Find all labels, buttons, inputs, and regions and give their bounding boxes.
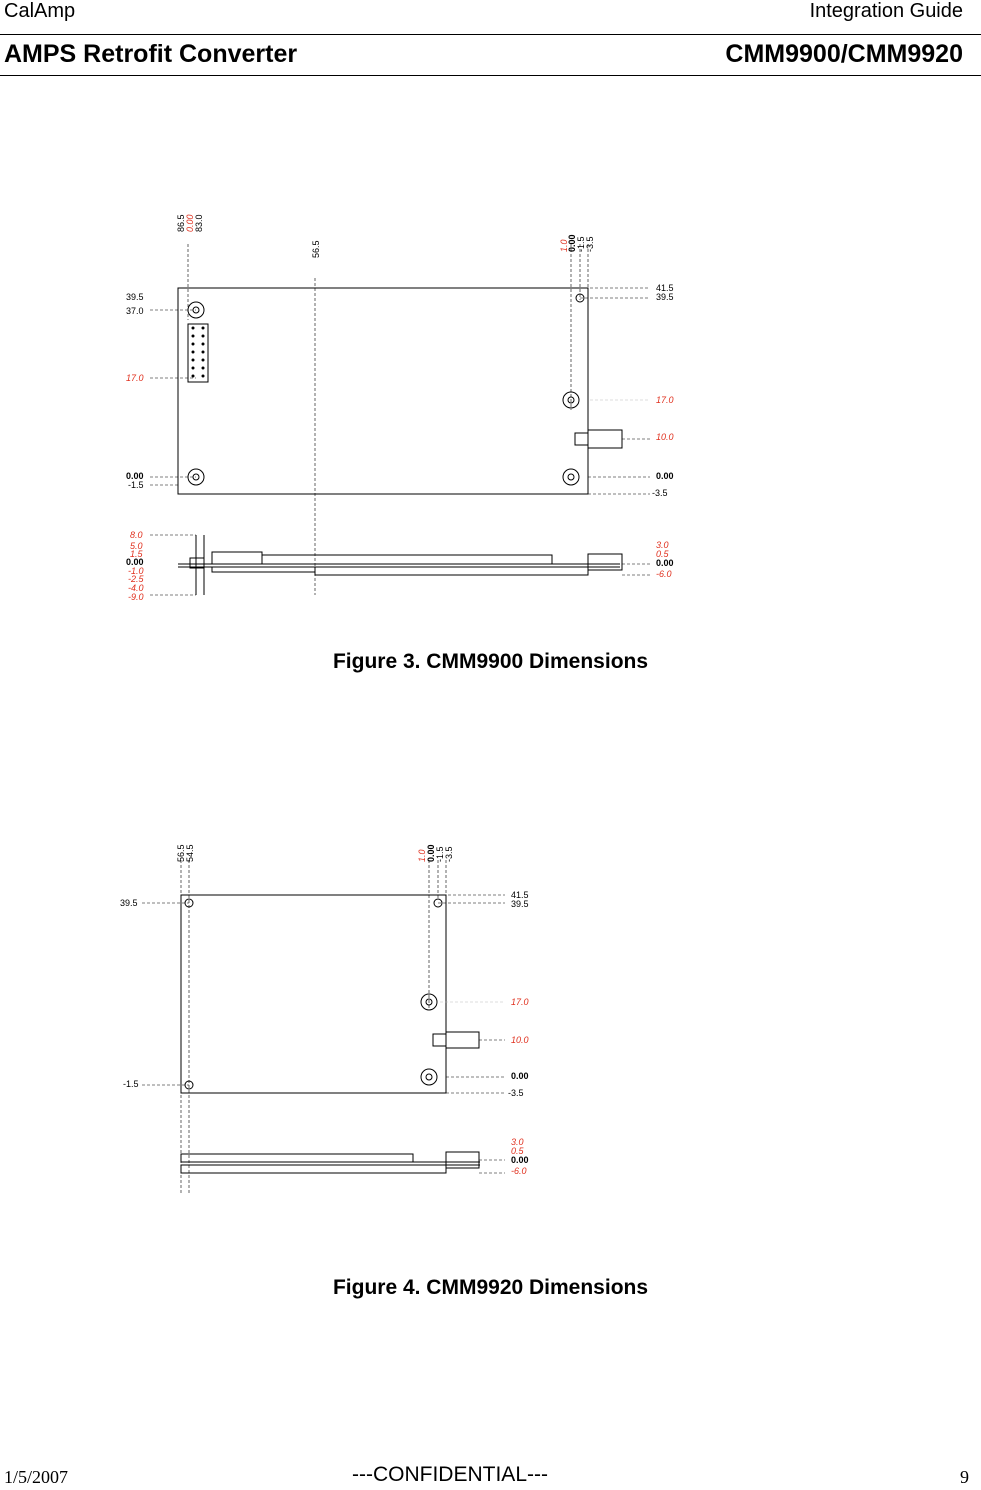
dim-label: 0.5 xyxy=(511,1146,524,1156)
dim-label: 0.5 xyxy=(656,549,669,559)
dim-label: -6.0 xyxy=(656,569,672,579)
dim-label: 1.5 xyxy=(130,549,143,559)
dim-label: 17.0 xyxy=(511,997,529,1007)
dim-label: 56.5 xyxy=(311,240,321,258)
dim-label: -3.5 xyxy=(652,488,668,498)
figure-3-caption: Figure 3. CMM9900 Dimensions xyxy=(332,650,649,673)
page-number: 9 xyxy=(960,1467,969,1487)
dim-label: 3.0 xyxy=(511,1137,524,1147)
dim-label: 41.5 xyxy=(511,890,529,900)
dim-label: -6.0 xyxy=(511,1166,527,1176)
dim-label: -3.5 xyxy=(444,846,454,862)
dim-label: 1.0 xyxy=(417,849,427,862)
dim-label: 86.5 xyxy=(176,214,186,232)
dim-label: 3.0 xyxy=(656,540,669,550)
dim-label: -1.5 xyxy=(576,236,586,252)
footer-date: 1/5/2007 xyxy=(4,1467,69,1487)
dim-label: 8.0 xyxy=(130,530,143,540)
dim-label: 0.00 xyxy=(185,214,195,232)
dim-label: 56.5 xyxy=(176,844,186,862)
figure-4-caption: Figure 4. CMM9920 Dimensions xyxy=(332,1276,649,1299)
dim-label: 41.5 xyxy=(656,283,674,293)
dim-label: 0.00 xyxy=(511,1071,529,1081)
dim-label: -9.0 xyxy=(128,592,144,602)
dim-label: 17.0 xyxy=(126,373,144,383)
dim-label: -1.0 xyxy=(128,566,144,576)
document-type: Integration Guide xyxy=(809,0,963,22)
footer-confidential: ---CONFIDENTIAL--- xyxy=(352,1463,548,1486)
dim-label: -3.5 xyxy=(585,236,595,252)
dim-label: 1.0 xyxy=(559,239,569,252)
dim-label: -1.5 xyxy=(435,846,445,862)
dim-label: 0.00 xyxy=(656,558,674,568)
dim-label: 0.00 xyxy=(426,844,436,862)
dim-label: -3.5 xyxy=(508,1088,524,1098)
product-title: AMPS Retrofit Converter xyxy=(4,40,298,68)
dim-label: -2.5 xyxy=(128,574,144,584)
dim-label: 39.5 xyxy=(656,292,674,302)
dim-label: 37.0 xyxy=(126,306,144,316)
dim-label: 5.0 xyxy=(130,541,143,551)
model-numbers: CMM9900/CMM9920 xyxy=(725,40,963,68)
dim-label: 0.00 xyxy=(567,234,577,252)
dim-label: -4.0 xyxy=(128,583,144,593)
company-name: CalAmp xyxy=(4,0,76,22)
dim-label: 0.00 xyxy=(126,557,144,567)
dim-label: 39.5 xyxy=(120,898,138,908)
dim-label: 10.0 xyxy=(656,432,674,442)
dim-label: 39.5 xyxy=(126,292,144,302)
dim-label: 0.00 xyxy=(126,471,144,481)
dim-label: 10.0 xyxy=(511,1035,529,1045)
dim-label: 83.0 xyxy=(194,214,204,232)
dim-label: -1.5 xyxy=(123,1079,139,1089)
dim-label: 39.5 xyxy=(511,899,529,909)
dim-label: 0.00 xyxy=(511,1155,529,1165)
dim-label: 17.0 xyxy=(656,395,674,405)
dim-label: 54.5 xyxy=(185,844,195,862)
dim-label: 0.00 xyxy=(656,471,674,481)
dim-label: -1.5 xyxy=(128,480,144,490)
